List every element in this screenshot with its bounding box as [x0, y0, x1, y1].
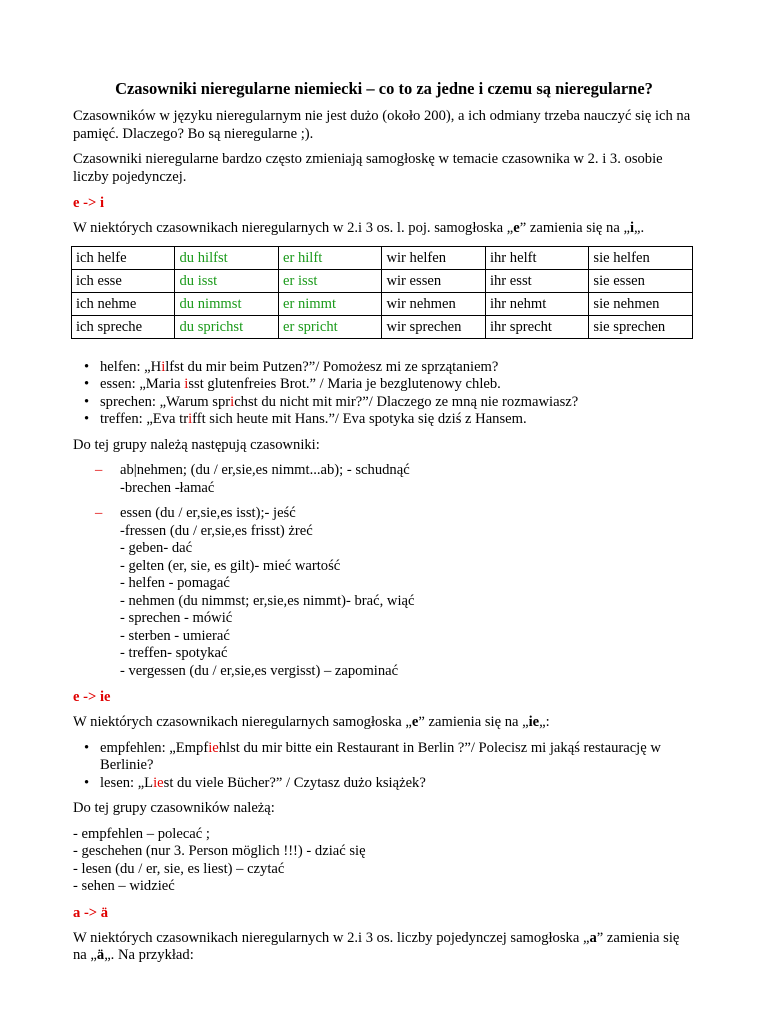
table-cell: ich helfe: [72, 246, 175, 269]
example-text: fft sich heute mit Hans.”/ Eva spotyka się dziś z Hansem.: [192, 411, 527, 427]
highlighted-vowel: ie: [153, 774, 164, 791]
list-item: [100, 376, 695, 394]
verb-list-e-ie: [73, 826, 695, 896]
highlighted-vowel: ie: [208, 739, 219, 756]
intro-paragraph-2: Czasowniki nieregularne bardzo często zmieniają samogłoskę w temacie czasownika w 2. i 3. osobie liczby pojedynczej.: [73, 151, 663, 185]
table-cell: du nimmst: [175, 292, 278, 315]
list-line: - lesen (du / er, sie, es liest) – czytać: [73, 860, 285, 877]
table-cell: ihr esst: [485, 269, 588, 292]
table-cell: ihr helft: [485, 246, 588, 269]
group-intro-e-ie: Do tej grupy czasowników należą:: [73, 800, 275, 816]
example-text: helfen: „H: [100, 358, 162, 375]
list-line: - sehen – widzieć: [73, 878, 175, 894]
example-text: hlst du mir bitte ein Restaurant in Berlin ?”/ Polecisz mi jakąś restaurację w Berlinie?: [100, 739, 661, 773]
table-cell: sie sprechen: [589, 315, 693, 338]
highlighted-vowel: i: [188, 411, 193, 427]
table-cell: wir essen: [382, 269, 485, 292]
table-cell: sie essen: [589, 269, 693, 292]
table-cell: wir helfen: [382, 246, 485, 269]
list-line: -fressen (du / er,sie,es frisst) żreć: [120, 522, 313, 539]
list-line: - geben- dać: [120, 540, 193, 556]
example-text: st du viele Bücher?” / Czytasz dużo książek?: [163, 774, 426, 791]
table-row: [72, 292, 693, 315]
list-line: ab|nehmen; (du / er,sie,es nimmt...ab); - schudnąć: [120, 462, 410, 478]
table-row: [72, 269, 693, 292]
list-item: [100, 394, 695, 412]
table-cell: ihr sprecht: [485, 315, 588, 338]
table-cell: sie nehmen: [589, 292, 693, 315]
table-cell: sie helfen: [589, 246, 693, 269]
table-cell: du hilfst: [175, 246, 278, 269]
table-cell: du isst: [175, 269, 278, 292]
section-heading-a-ae: a -> ä: [73, 904, 109, 921]
list-line: - treffen- spotykać: [120, 645, 228, 661]
page-title: Czasowniki nieregularne niemiecki – co to za jedne i czemu są nieregularne?: [115, 79, 653, 98]
list-line: essen (du / er,sie,es isst);- jeść: [120, 505, 296, 521]
group-intro-e-i: Do tej grupy należą następują czasowniki:: [73, 436, 320, 453]
table-cell: ich esse: [72, 269, 175, 292]
intro-paragraph-1: Czasowników w języku nieregularnym nie jest dużo (około 200), a ich odmiany trzeba nauczyć się ich na pamięć. Dlaczego? Bo są nieregularne ;).: [73, 108, 691, 142]
examples-list-e-ie: [73, 740, 695, 793]
list-line: - nehmen (du nimmst; er,sie,es nimmt)- brać, wiąć: [120, 592, 415, 609]
section-heading-e-i: e -> i: [73, 195, 105, 211]
example-text: treffen: „Eva tr: [100, 411, 189, 427]
document-page: [73, 78, 695, 973]
table-cell: ich spreche: [72, 315, 175, 338]
section-e-i-description: W niektórych czasownikach nieregularnych w 2.i 3 os. l. poj. samogłoska „e” zamienia się na „i„.: [73, 220, 645, 236]
table-cell: du sprichst: [175, 315, 278, 338]
list-item: [100, 775, 695, 793]
list-line: - empfehlen – polecać ;: [73, 825, 210, 842]
conjugation-table: [71, 246, 693, 339]
highlighted-vowel: i: [184, 376, 189, 392]
table-cell: wir nehmen: [382, 292, 485, 315]
example-text: sst glutenfreies Brot.” / Maria je bezglutenowy chleb.: [188, 376, 501, 392]
list-item: [100, 740, 695, 775]
dash-marker: –: [95, 462, 103, 478]
list-line: - helfen - pomagać: [120, 575, 230, 591]
table-cell: wir sprechen: [382, 315, 485, 338]
example-text: lesen: „L: [100, 774, 154, 791]
list-item: [100, 359, 695, 377]
table-row: [72, 246, 693, 269]
section-a-ae-description: W niektórych czasownikach nieregularnych w 2.i 3 os. liczby pojedynczej samogłoska „a” zamienia się na „ä„. Na przykład:: [73, 929, 680, 963]
list-line: - gelten (er, sie, es gilt)- mieć wartość: [120, 557, 341, 574]
list-line: - sterben - umierać: [120, 627, 230, 644]
section-e-ie-description: W niektórych czasownikach nieregularnych samogłoska „e” zamienia się na „ie„:: [73, 714, 550, 730]
example-text: chst du nicht mit mir?”/ Dlaczego ze mną nie rozmawiasz?: [234, 393, 579, 410]
examples-list-e-i: [73, 359, 695, 429]
list-line: -brechen -łamać: [120, 479, 215, 496]
list-line: - geschehen (nur 3. Person möglich !!!) - dziać się: [73, 843, 366, 859]
table-cell: ich nehme: [72, 292, 175, 315]
highlighted-vowel: i: [161, 358, 166, 375]
example-text: sprechen: „Warum spr: [100, 393, 231, 410]
list-line: - sprechen - mówić: [120, 610, 233, 626]
list-item: [100, 411, 695, 429]
table-row: [72, 315, 693, 338]
example-text: essen: „Maria: [100, 376, 185, 392]
table-cell: ihr nehmt: [485, 292, 588, 315]
table-cell: er isst: [278, 269, 381, 292]
section-heading-e-ie: e -> ie: [73, 689, 111, 705]
table-cell: er nimmt: [278, 292, 381, 315]
list-line: - vergessen (du / er,sie,es vergisst) – zapominać: [120, 662, 399, 679]
verb-group-a: [73, 462, 695, 497]
verb-group-b: [73, 505, 695, 680]
table-cell: er spricht: [278, 315, 381, 338]
highlighted-vowel: i: [230, 393, 235, 410]
dash-marker: –: [95, 505, 103, 521]
example-text: empfehlen: „Empf: [100, 739, 209, 756]
table-cell: er hilft: [278, 246, 381, 269]
example-text: lfst du mir beim Putzen?”/ Pomożesz mi ze sprzątaniem?: [165, 358, 499, 375]
